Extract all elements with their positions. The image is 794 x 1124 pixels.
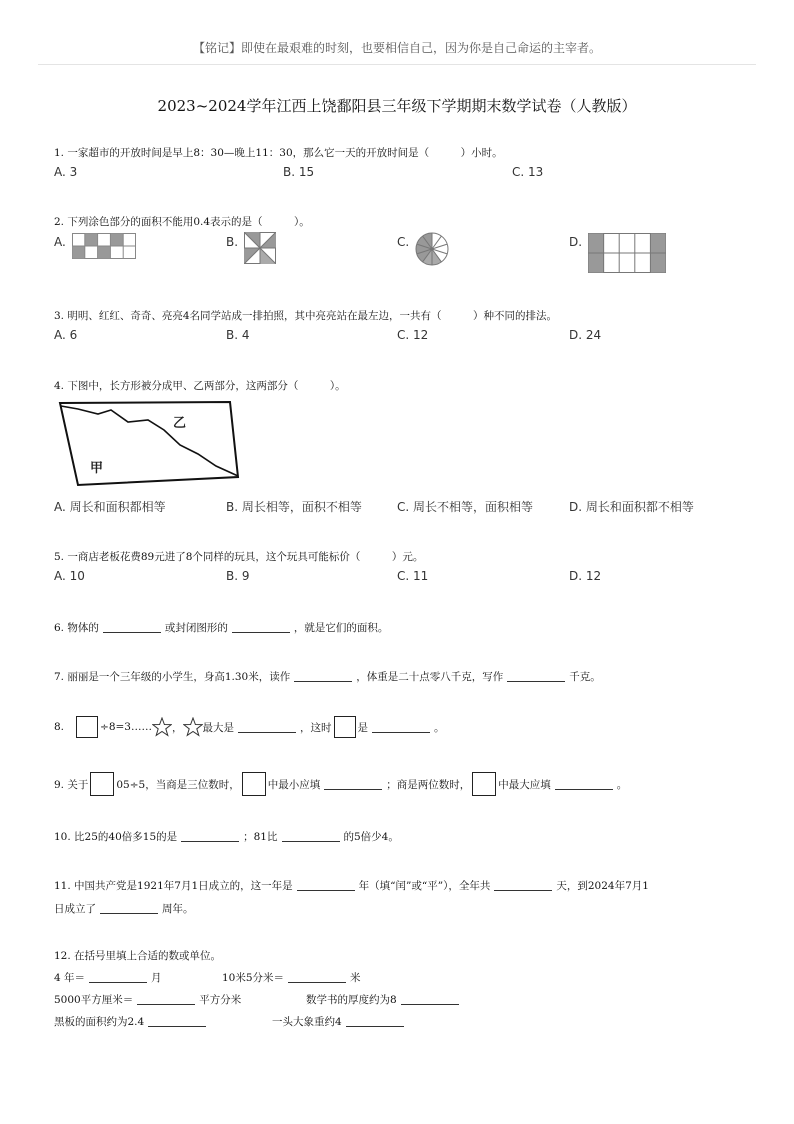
q12-e-blank[interactable] <box>148 1016 206 1027</box>
q9-box-3[interactable] <box>472 772 496 796</box>
q9-text-6: 。 <box>616 778 628 791</box>
q6-blank-2[interactable] <box>232 622 290 633</box>
q9-text-2: 05÷5，当商是三位数时， <box>116 778 240 791</box>
q12-c-blank[interactable] <box>137 994 195 1005</box>
q10-blank-2[interactable] <box>282 831 340 842</box>
q3-option-a[interactable]: A. 6 <box>54 328 78 342</box>
q12-item-e <box>54 1014 210 1029</box>
q2-option-a[interactable]: A. <box>54 235 66 249</box>
q4-option-b[interactable]: B. 周长相等，面积不相等 <box>226 500 362 514</box>
q8-number: 8. <box>54 721 65 733</box>
q11-line-2 <box>54 901 194 916</box>
q12-a-text-1: 4 年＝ <box>54 972 86 984</box>
q10-line <box>54 829 399 844</box>
q2-figure-c <box>415 232 449 266</box>
q12-d-text-1: 数学书的厚度约为8 <box>306 994 397 1006</box>
q4-figure <box>56 400 242 490</box>
star-icon <box>183 717 203 737</box>
q8-text-6: 是 <box>357 721 368 734</box>
page-title: 2023~2024学年江西上饶鄱阳县三年级下学期期末数学试卷（人教版） <box>157 97 637 115</box>
q7-text-2: ，体重是二十点零八千克，写作 <box>356 671 504 683</box>
q7-blank-2[interactable] <box>507 671 565 682</box>
q9-blank-1[interactable] <box>324 779 382 790</box>
q9-text-1: 9. 关于 <box>54 778 89 791</box>
q4-stem: 4. 下图中，长方形被分成甲、乙两部分，这两部分（ ）。 <box>54 380 346 392</box>
q7-blank-1[interactable] <box>294 671 352 682</box>
q6-blank-1[interactable] <box>103 622 161 633</box>
q8-line <box>54 716 445 738</box>
q4-label-jia: 甲 <box>90 461 104 476</box>
q2-figure-b <box>244 232 276 264</box>
q4-option-a[interactable]: A. 周长和面积都相等 <box>54 500 166 514</box>
q12-a-text-2: 月 <box>151 972 162 984</box>
q2-option-d[interactable]: D. <box>569 235 583 249</box>
q12-b-blank[interactable] <box>288 972 346 983</box>
q1-option-b[interactable]: B. 15 <box>283 165 315 179</box>
q12-item-c <box>54 992 241 1007</box>
q2-stem: 2. 下列涂色部分的面积不能用0.4表示的是（ ）。 <box>54 216 310 228</box>
q8-text-2: ÷8=3…… <box>100 721 152 733</box>
q12-item-f <box>272 1014 408 1029</box>
q12-d-blank[interactable] <box>401 994 459 1005</box>
q6-text-1: 6. 物体的 <box>54 622 99 634</box>
q8-box-1[interactable] <box>76 716 98 738</box>
q12-f-blank[interactable] <box>346 1016 404 1027</box>
q6-line <box>54 620 388 635</box>
q5-option-c[interactable]: C. 11 <box>397 569 429 583</box>
q7-line <box>54 669 601 684</box>
q11-text-1: 11. 中国共产党是1921年7月1日成立的，这一年是 <box>54 880 293 892</box>
q1-stem: 1. 一家超市的开放时间是早上8：30—晚上11：30，那么它一天的开放时间是（ ）小时。 <box>54 147 503 159</box>
q2-figure-a <box>72 233 136 259</box>
q8-text-7: 。 <box>434 721 445 734</box>
q12-c-text-2: 平方分米 <box>199 994 242 1006</box>
q7-text-1: 7. 丽丽是一个三年级的小学生，身高1.30米，读作 <box>54 671 291 683</box>
q9-text-5: 中最大应填 <box>498 778 551 791</box>
q2-figure-d <box>588 233 666 273</box>
q12-b-text-2: 米 <box>350 972 361 984</box>
q9-blank-2[interactable] <box>555 779 613 790</box>
q2-option-c[interactable]: C. <box>397 235 410 249</box>
q8-text-3: ， <box>172 721 183 734</box>
q12-item-b <box>222 970 361 985</box>
q11-blank-2[interactable] <box>494 880 552 891</box>
q8-box-2[interactable] <box>334 716 356 738</box>
q12-f-text-1: 一头大象重约4 <box>272 1016 342 1028</box>
q9-line <box>54 772 627 796</box>
q8-text-5: ，这时 <box>300 721 332 734</box>
q11-text-2: 年（填“闰”或“平”），全年共 <box>358 880 491 892</box>
q9-box-1[interactable] <box>90 772 114 796</box>
q11-blank-3[interactable] <box>100 903 158 914</box>
q3-option-c[interactable]: C. 12 <box>397 328 429 342</box>
q12-b-text-1: 10米5分米＝ <box>222 972 285 984</box>
q4-option-d[interactable]: D. 周长和面积都不相等 <box>569 500 694 514</box>
q2-option-b[interactable]: B. <box>226 235 239 249</box>
q12-item-a <box>54 970 162 985</box>
q8-text-4: 最大是 <box>202 721 234 734</box>
q12-c-text-1: 5000平方厘米＝ <box>54 994 134 1006</box>
q9-text-4: ；商是两位数时， <box>386 778 471 791</box>
q9-text-3: 中最小应填 <box>267 778 321 791</box>
q3-stem: 3. 明明、红红、奇奇、亮亮4名同学站成一排拍照，其中亮亮站在最左边，一共有（ ）种不同的排法。 <box>54 310 558 322</box>
q12-item-d <box>306 992 463 1007</box>
q6-text-2: 或封闭图形的 <box>164 622 228 634</box>
q12-e-text-1: 黑板的面积约为2.4 <box>54 1016 145 1028</box>
q12-a-blank[interactable] <box>89 972 147 983</box>
q4-label-yi: 乙 <box>173 416 187 431</box>
q5-option-a[interactable]: A. 10 <box>54 569 85 583</box>
q4-option-c[interactable]: C. 周长不相等，面积相等 <box>397 500 534 514</box>
q1-option-a[interactable]: A. 3 <box>54 165 78 179</box>
header-divider <box>38 64 756 65</box>
q10-text-2: ；81比 <box>243 831 278 843</box>
q1-option-c[interactable]: C. 13 <box>512 165 544 179</box>
q3-option-d[interactable]: D. 24 <box>569 328 602 342</box>
q9-box-2[interactable] <box>242 772 266 796</box>
star-icon <box>152 717 172 737</box>
q10-blank-1[interactable] <box>181 831 239 842</box>
q11-text-5: 周年。 <box>162 903 194 915</box>
q8-blank-1[interactable] <box>238 722 296 733</box>
q11-text-4: 日成立了 <box>54 903 96 915</box>
q5-stem: 5. 一商店老板花费89元进了8个同样的玩具，这个玩具可能标价（ ）元。 <box>54 551 424 563</box>
q5-option-b[interactable]: B. 9 <box>226 569 250 583</box>
q11-blank-1[interactable] <box>297 880 355 891</box>
q7-text-3: 千克。 <box>569 671 601 683</box>
q3-option-b[interactable]: B. 4 <box>226 328 250 342</box>
motto-banner: 【铭记】即使在最艰难的时刻，也要相信自己，因为你是自己命运的主宰者。 <box>192 41 601 55</box>
q6-text-3: ，就是它们的面积。 <box>293 622 389 634</box>
q5-option-d[interactable]: D. 12 <box>569 569 602 583</box>
q10-text-1: 10. 比25的40倍多15的是 <box>54 831 178 843</box>
q11-line-1 <box>54 878 649 893</box>
q10-text-3: 的5倍少4。 <box>343 831 399 843</box>
q11-text-3: 天，到2024年7月1 <box>556 880 649 892</box>
q8-blank-2[interactable] <box>372 722 430 733</box>
q12-stem: 12. 在括号里填上合适的数或单位。 <box>54 950 222 962</box>
